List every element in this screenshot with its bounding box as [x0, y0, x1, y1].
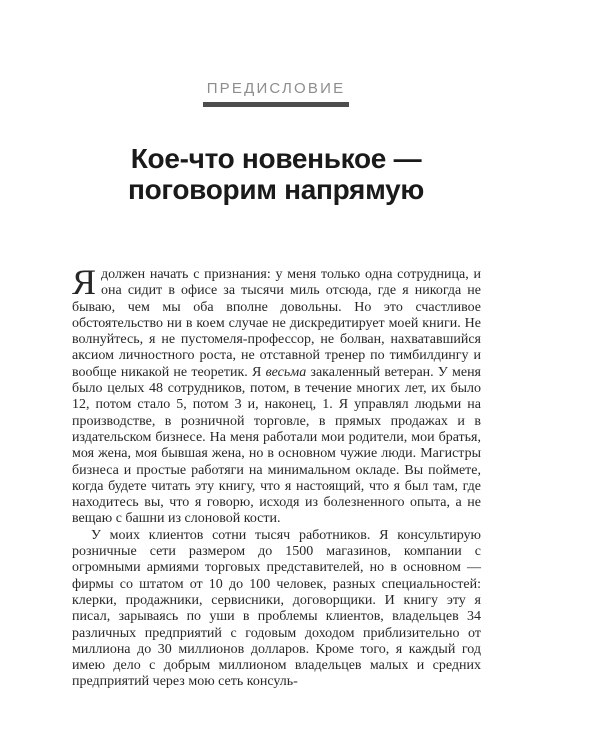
paragraph-1 — [72, 262, 481, 528]
paragraph-1-italic-word: весьма — [265, 364, 307, 380]
kicker-label: ПРЕДИСЛОВИЕ — [206, 80, 346, 97]
chapter-title-line-2: поговорим напрямую — [127, 174, 425, 205]
body-text — [72, 262, 481, 691]
paragraph-2: У моих клиентов сотни тысяч работников. Я консультирую розничные сети размером до 1500 магазинов, компании с огромными армиями торговых представителей, но в основном — фирмы со штатом от 10 до 100 человек, разных специальностей: клерки, продажники, сервисники, договорщики. И книгу эту я писал, зарываясь по уши в проблемы клиентов, владельцев 34 различных предприятий с годовым доходом приблизительно от миллиона до 30 миллионов долларов. Кроме того, я каждый год имею дело с добрым миллионом владельцев малых и средних предприятий через мою сеть консуль- — [72, 527, 481, 690]
kicker-rule — [203, 102, 349, 107]
drop-cap: Я — [72, 262, 97, 302]
section-kicker — [72, 80, 480, 107]
chapter-title-line-1: Кое-что новенькое — — [130, 143, 422, 174]
paragraph-1-text: должен начать с признания: у меня только одна сотрудница, и она сидит в офисе за тысячи миль отсюда, где я никогда не бываю, чем мы оба вполне довольны. Но это счастливое обстоятельство ни в коем случае не дискредитирует моей книги. Не волнуйтесь, я не пустомеля-профессор, не болван, нахватавшийся аксиом личностного роста, не отставной тренер по тимбилдингу и вообще никакой не теоретик. Я — [72, 267, 481, 380]
paragraph-1-text-continued: закаленный ветеран. У меня было целых 48 сотрудников, потом, в течение многих лет, их было 12, потом стало 5, потом 3 и, наконец, 1. Я управлял людьми на производстве, в розничной торговле, в прямых продажах и в издательском бизнесе. На меня работали мои родители, мои братья, моя жена, моя бывшая жена, но в основном чужие люди. Магистры бизнеса и простые работяги на минимальном окладе. Вы поймете, когда будете читать эту книгу, что я настоящий, что я был там, где находитесь вы, что я говорю, исходя из болезненного опыта, а не вещаю с башни из слоновой кости. — [72, 364, 481, 527]
chapter-title — [36, 143, 516, 205]
